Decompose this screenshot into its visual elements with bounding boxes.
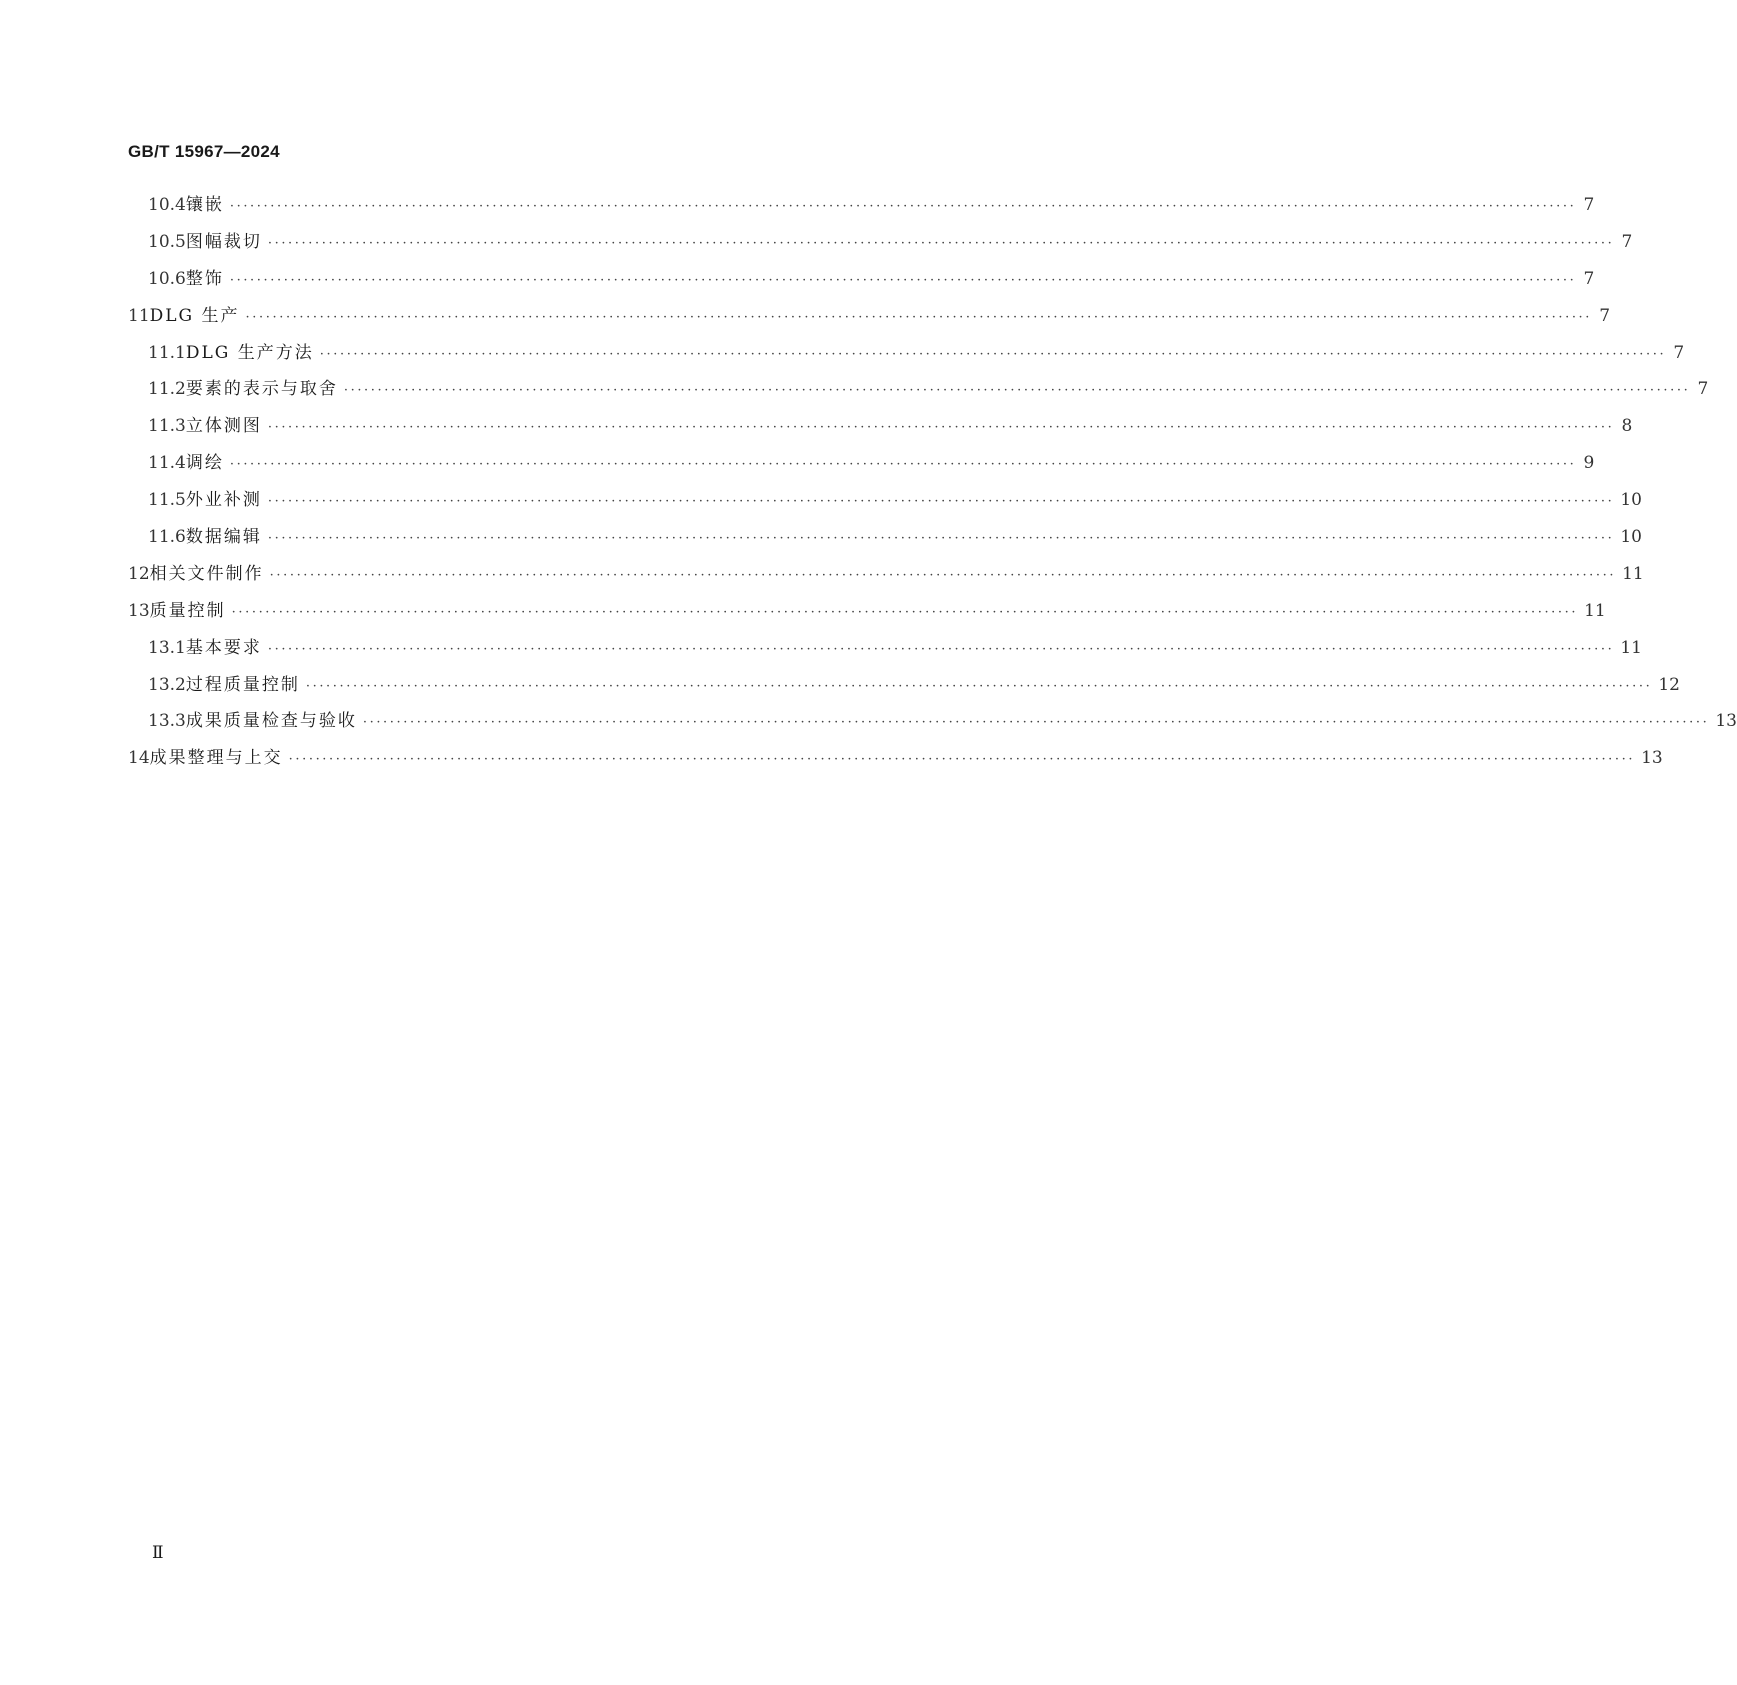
toc-entry-page: 7	[1673, 342, 1685, 363]
toc-leader-dots: ········································································································································································································	[229, 199, 1577, 214]
toc-entry-page: 7	[1599, 305, 1611, 326]
toc-entry-page: 7	[1583, 268, 1595, 289]
toc-leader-dots: ········································································································································································································	[229, 457, 1577, 473]
toc-entry[interactable]	[128, 227, 1633, 264]
toc-entry-title: DLG 生产方法	[185, 342, 314, 363]
toc-entry-title: 整饰	[185, 268, 224, 289]
toc-entry-page: 11	[1620, 637, 1642, 658]
toc-leader-dots: ········································································································································································································	[267, 641, 1615, 657]
toc-entry-title: 要素的表示与取舍	[185, 379, 338, 400]
toc-entry-number: 14	[128, 748, 150, 769]
toc-entry-number: 11.1	[148, 342, 186, 363]
toc-leader-dots: ········································································································································································································	[319, 346, 1667, 362]
toc-entry-page: 8	[1621, 416, 1633, 437]
toc-entry-title: 镶嵌	[185, 195, 224, 215]
toc-leader-dots: ········································································································································································································	[267, 235, 1615, 251]
toc-entry-page: 10	[1620, 490, 1642, 511]
toc-entry[interactable]	[128, 190, 1595, 227]
toc-leader-dots: ········································································································································································································	[245, 309, 1593, 325]
toc-entry-title: 调绘	[185, 453, 224, 474]
document-header: GB/T 15967—2024	[128, 142, 280, 161]
toc-entry-page: 7	[1697, 379, 1709, 400]
toc-entry-number: 13.3	[148, 711, 186, 732]
toc-leader-dots: ········································································································································································································	[305, 678, 1653, 694]
toc-entry-number: 10.4	[148, 195, 186, 215]
table-of-contents	[128, 190, 1737, 780]
toc-entry[interactable]	[128, 596, 1606, 633]
toc-entry-number: 12	[128, 563, 150, 584]
toc-entry[interactable]	[128, 559, 1644, 596]
toc-entry[interactable]	[128, 522, 1642, 559]
toc-entry[interactable]	[128, 633, 1642, 670]
toc-entry[interactable]	[128, 670, 1680, 707]
toc-entry-title: 过程质量控制	[185, 674, 300, 695]
toc-entry-title: 数据编辑	[185, 527, 262, 548]
toc-entry-number: 11.5	[148, 490, 186, 511]
toc-entry-title: 基本要求	[185, 637, 262, 658]
toc-entry-page: 11	[1622, 563, 1644, 584]
toc-entry-number: 11.2	[148, 379, 186, 400]
toc-entry-page: 11	[1584, 600, 1606, 621]
toc-entry-title: 相关文件制作	[149, 563, 264, 584]
toc-entry-number: 13	[128, 600, 150, 621]
toc-leader-dots: ········································································································································································································	[229, 272, 1577, 288]
toc-entry-number: 10.6	[148, 268, 186, 289]
toc-leader-dots: ········································································································································································································	[269, 567, 1617, 583]
toc-entry[interactable]	[128, 301, 1611, 338]
toc-entry-number: 11.4	[148, 453, 186, 474]
toc-entry[interactable]	[128, 485, 1642, 522]
toc-leader-dots: ········································································································································································································	[267, 420, 1615, 436]
toc-entry[interactable]	[128, 374, 1709, 411]
toc-entry[interactable]	[128, 411, 1633, 448]
toc-entry[interactable]	[128, 706, 1737, 743]
toc-leader-dots: ········································································································································································································	[231, 604, 1579, 620]
toc-entry-number: 13.1	[148, 637, 186, 658]
toc-entry-number: 13.2	[148, 674, 186, 695]
toc-leader-dots: ········································································································································································································	[267, 494, 1615, 510]
toc-leader-dots: ········································································································································································································	[288, 752, 1636, 768]
toc-entry[interactable]	[128, 264, 1595, 301]
toc-entry-title: 立体测图	[185, 416, 262, 437]
toc-entry-title: 外业补测	[185, 490, 262, 511]
toc-leader-dots: ········································································································································································································	[267, 531, 1615, 547]
toc-entry[interactable]	[128, 743, 1663, 780]
toc-entry-page: 9	[1583, 453, 1595, 474]
toc-entry-page: 7	[1621, 231, 1633, 252]
toc-entry-page: 13	[1641, 748, 1663, 769]
toc-entry-title: 成果质量检查与验收	[185, 711, 357, 732]
toc-entry-page: 10	[1620, 527, 1642, 548]
toc-entry-title: 图幅裁切	[185, 231, 262, 252]
page-number: Ⅱ	[152, 1543, 164, 1563]
toc-entry[interactable]	[128, 448, 1595, 485]
toc-entry-title: 质量控制	[149, 600, 226, 621]
toc-entry-page: 12	[1658, 674, 1680, 695]
toc-entry-title: DLG 生产	[149, 305, 240, 326]
toc-entry-number: 11.3	[148, 416, 186, 437]
toc-entry[interactable]	[128, 338, 1685, 375]
toc-leader-dots: ········································································································································································································	[362, 715, 1710, 731]
toc-entry-title: 成果整理与上交	[149, 748, 283, 769]
toc-entry-page: 13	[1715, 711, 1737, 732]
toc-entry-number: 11	[128, 305, 150, 326]
toc-leader-dots: ········································································································································································································	[343, 383, 1691, 399]
toc-entry-number: 10.5	[148, 231, 186, 252]
toc-entry-number: 11.6	[148, 527, 186, 548]
toc-entry-page: 7	[1583, 195, 1595, 215]
